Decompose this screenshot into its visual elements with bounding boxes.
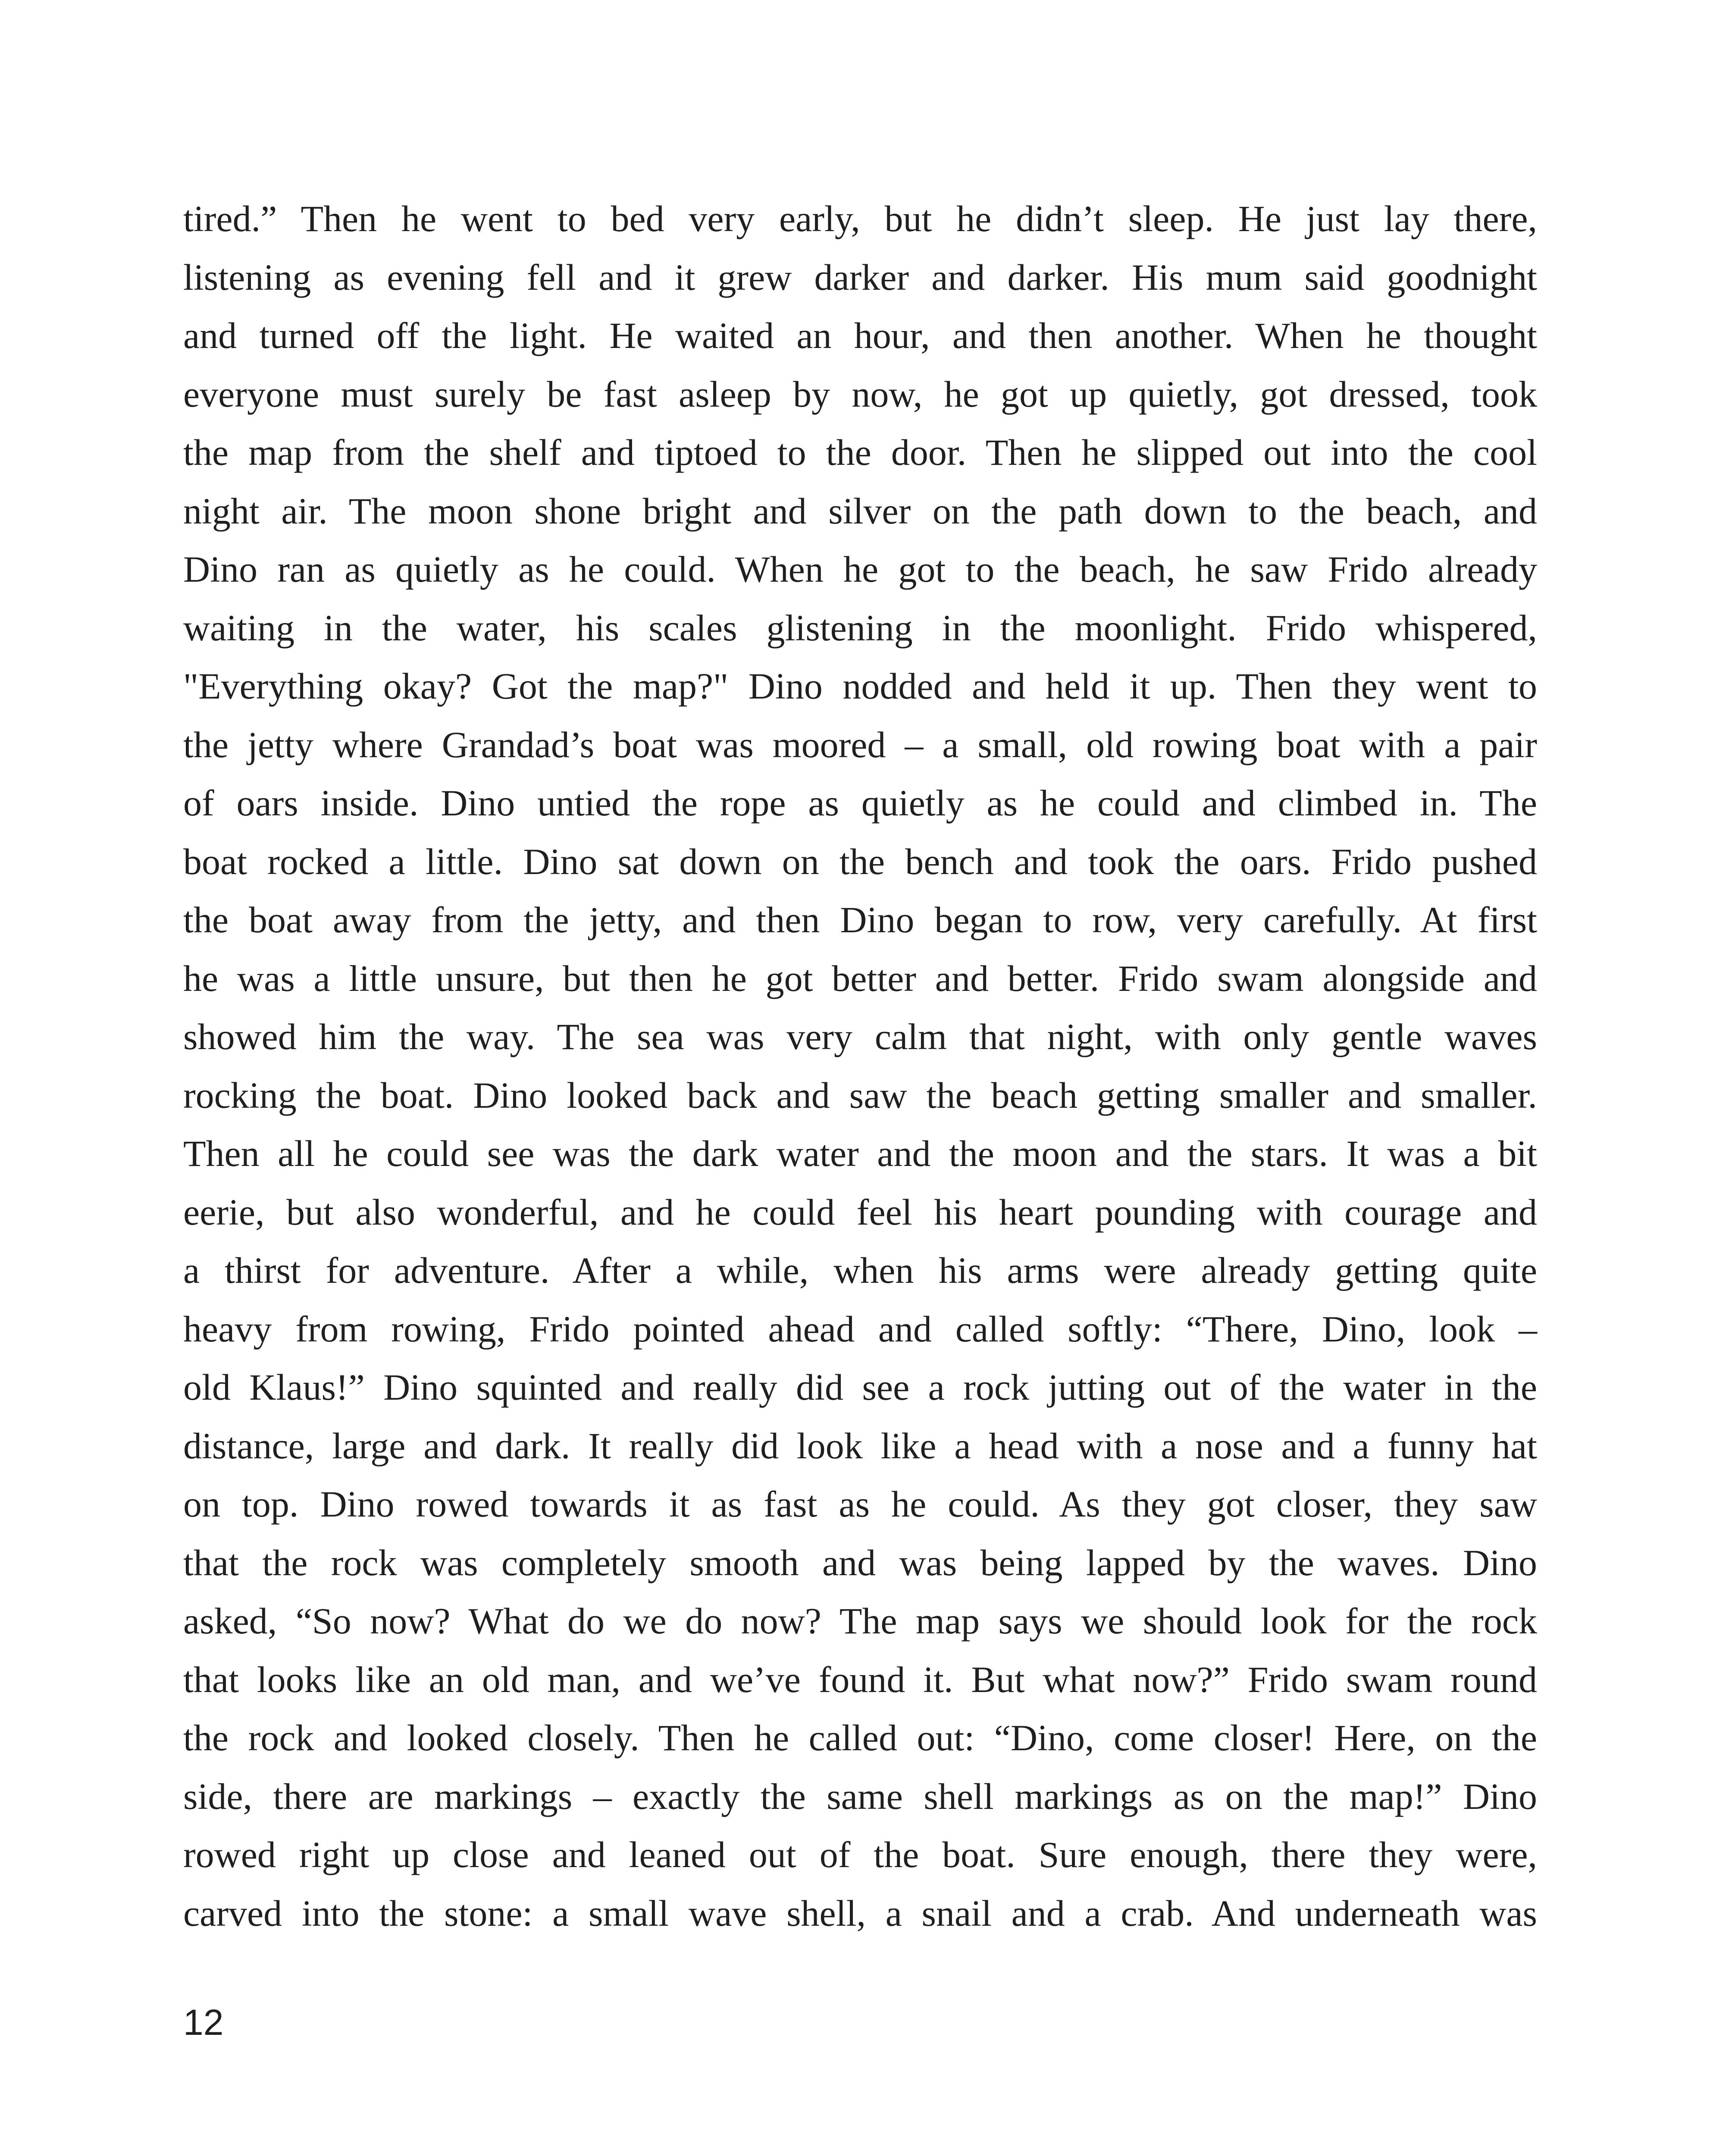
text-line: a thirst for adventure. After a while, when his arms were already getting quite (183, 1250, 1537, 1291)
text-line: tired.” Then he went to bed very early, but he didn’t sleep. He just lay there, (183, 198, 1537, 239)
text-line: distance, large and dark. It really did look like a head with a nose and a funny hat (183, 1425, 1537, 1467)
text-line: the rock and looked closely. Then he called out: “Dino, come closer! Here, on the (183, 1717, 1537, 1758)
body-text (183, 190, 1537, 1943)
text-line: boat rocked a little. Dino sat down on the bench and took the oars. Frido pushed (183, 840, 1537, 882)
text-line: the boat away from the jetty, and then Dino began to row, very carefully. At first (183, 899, 1537, 940)
text-line: showed him the way. The sea was very calm that night, with only gentle waves (183, 1016, 1537, 1057)
text-line: Then all he could see was the dark water and the moon and the stars. It was a bit (183, 1133, 1537, 1174)
text-line: the map from the shelf and tiptoed to the door. Then he slipped out into the cool (183, 432, 1537, 473)
text-line: of oars inside. Dino untied the rope as quietly as he could and climbed in. The (183, 782, 1537, 824)
text-line: waiting in the water, his scales glistening in the moonlight. Frido whispered, (183, 607, 1537, 649)
text-line: night air. The moon shone bright and silver on the path down to the beach, and (183, 490, 1537, 532)
text-line: heavy from rowing, Frido pointed ahead and called softly: “There, Dino, look – (183, 1308, 1537, 1350)
text-line: old Klaus!” Dino squinted and really did see a rock jutting out of the water in the (183, 1366, 1537, 1408)
text-line: on top. Dino rowed towards it as fast as he could. As they got closer, they saw (183, 1483, 1537, 1525)
text-line: listening as evening fell and it grew darker and darker. His mum said goodnight (183, 256, 1537, 298)
text-line: Dino ran as quietly as he could. When he got to the beach, he saw Frido already (183, 548, 1537, 590)
text-line: rowed right up close and leaned out of the boat. Sure enough, there they were, (183, 1834, 1537, 1875)
text-line: "Everything okay? Got the map?" Dino nodded and held it up. Then they went to (183, 665, 1537, 707)
text-line: and turned off the light. He waited an hour, and then another. When he thought (183, 315, 1537, 356)
text-line: that the rock was completely smooth and was being lapped by the waves. Dino (183, 1542, 1537, 1583)
text-line: everyone must surely be fast asleep by now, he got up quietly, got dressed, took (183, 373, 1537, 415)
text-line: he was a little unsure, but then he got better and better. Frido swam alongside and (183, 957, 1537, 999)
text-line: that looks like an old man, and we’ve found it. But what now?” Frido swam round (183, 1658, 1537, 1700)
text-line: carved into the stone: a small wave shell, a snail and a crab. And underneath was (183, 1892, 1537, 1934)
text-line: asked, “So now? What do we do now? The map says we should look for the rock (183, 1600, 1537, 1642)
text-line: the jetty where Grandad’s boat was moored – a small, old rowing boat with a pair (183, 724, 1537, 765)
text-line: eerie, but also wonderful, and he could feel his heart pounding with courage and (183, 1191, 1537, 1233)
page-number: 12 (183, 2002, 224, 2043)
text-line: side, there are markings – exactly the same shell markings as on the map!” Dino (183, 1775, 1537, 1817)
text-line: rocking the boat. Dino looked back and saw the beach getting smaller and smaller. (183, 1074, 1537, 1116)
